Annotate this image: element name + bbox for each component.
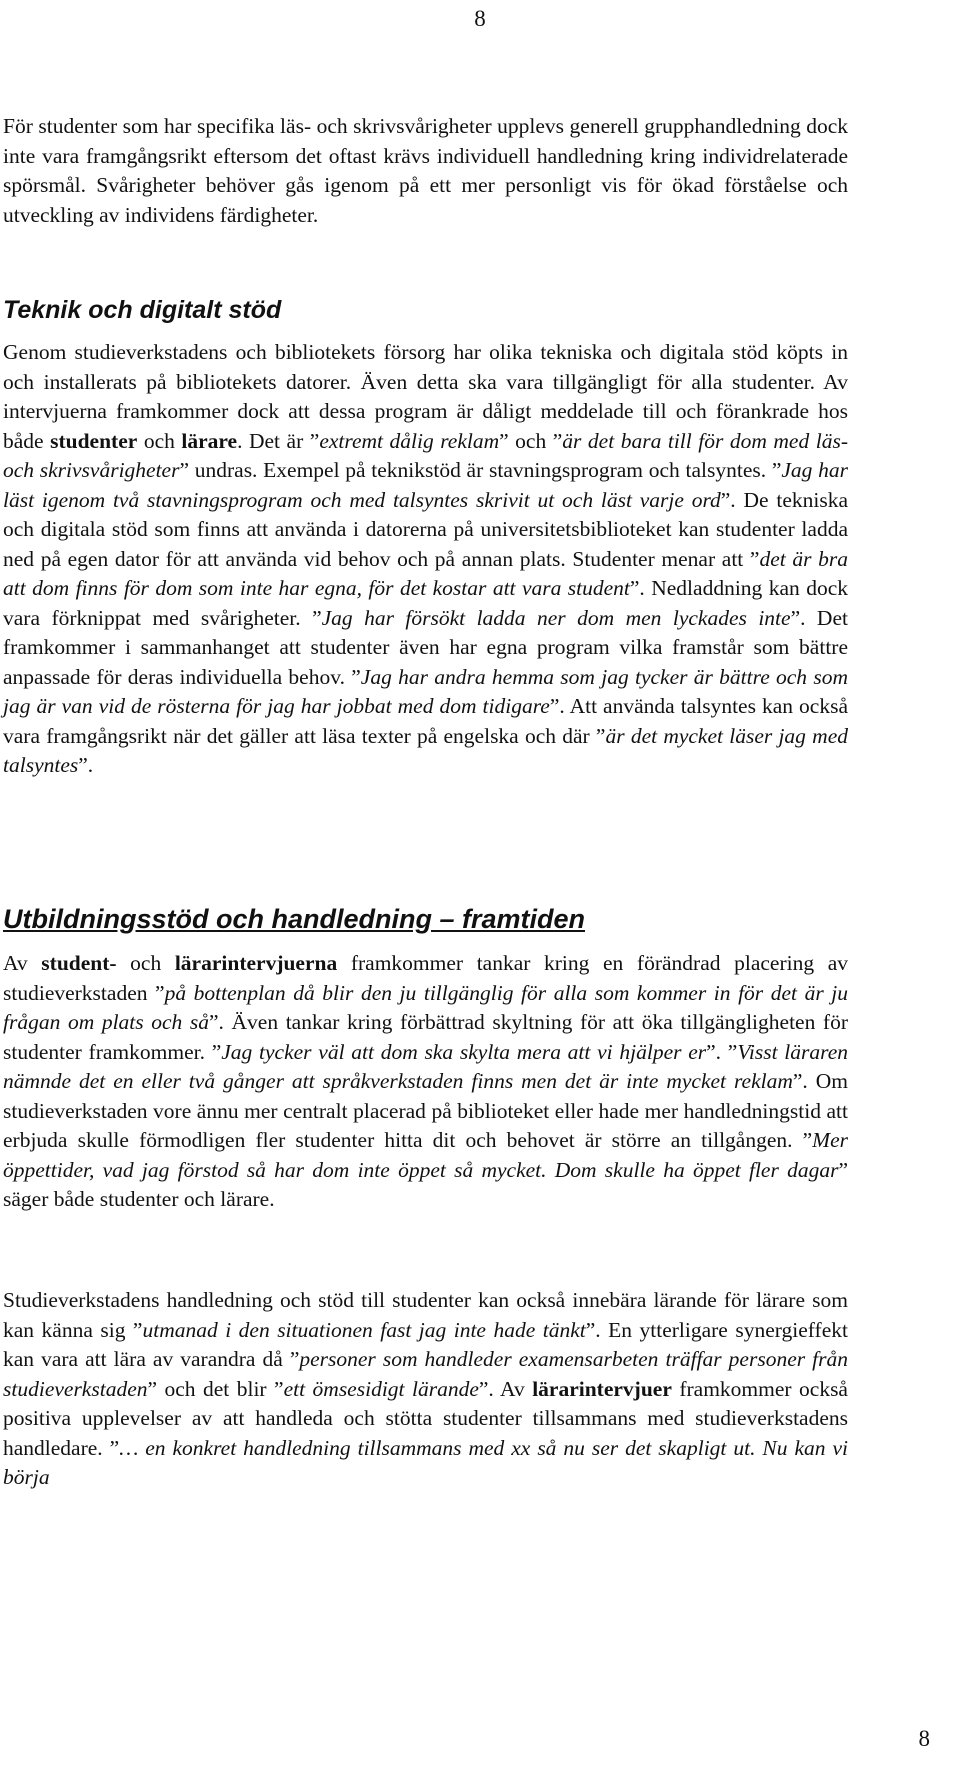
text-run: ” undras. Exempel på teknikstöd är stavningsprogram och talsyntes. ” (179, 458, 782, 482)
bold-text: studenter (50, 428, 138, 453)
text-run: ”. Även tankar kring förbättrad skyltning för att öka tillgängligheten för studenter framkommer. ” (3, 1010, 849, 1064)
paragraph-synergi (3, 1286, 848, 1493)
text-run: Genom studieverkstadens och bibliotekets försorg har olika tekniska och digitala stöd köpts in och installerats på bibliotekets datorer. Även detta ska vara tillgängligt för alla studenter. Av intervjuerna framkommer dock att dessa program är dåligt meddelade till och förankrade hos både (3, 340, 848, 453)
text-run: ”. Att använda talsyntes kan också vara framgångsrikt när det gäller att läsa texter på engelska och där ” (3, 694, 848, 748)
text-run: ”. Av (478, 1376, 533, 1401)
text-run: framkommer också positiva upplevelser av att handleda och stötta studenter tillsammans med studieverkstadens handledare. ” (3, 1376, 848, 1460)
text-run: ”. Nedladdning kan dock vara förknippat med svårigheter. ” (3, 576, 848, 630)
paragraph-intro (3, 112, 848, 230)
quote-text: är det bara till för dom med läs- och skrivsvårigheter (3, 428, 848, 482)
text-run: ”. Det framkommer i sammanhanget att studenter även har egna program vilka framstår som bättre anpassade för deras individuella behov. ” (3, 605, 848, 689)
quote-text: det är bra att dom finns för dom som inte har egna, för det kostar att vara student (3, 546, 848, 600)
text-run: Av (3, 951, 42, 975)
quote-text: utmanad i den situationen fast jag inte hade tänkt (142, 1317, 586, 1342)
quote-text: … en konkret handledning tillsammans med xx så nu ser det skapligt ut. Nu kan vi börja (3, 1435, 848, 1489)
paragraph-teknik (3, 338, 848, 781)
text-run: Studieverkstadens handledning och stöd till studenter kan också innebära lärande för lärare som kan känna sig ” (3, 1288, 848, 1342)
text-run: ”. En ytterligare synergieffekt kan vara att lära av varandra då ” (3, 1317, 848, 1371)
bold-text: lärarintervjuer (532, 1376, 672, 1401)
quote-text: extremt dålig reklam (319, 428, 500, 453)
text-run: ”. De tekniska och digitala stöd som finns att använda i datorerna på universitetsbiblioteket kan studenter ladda ned på egen dator för att använda vid behov och på annan plats. Studenter menar att ” (3, 487, 848, 571)
bold-text: lärarintervjuerna (174, 951, 338, 975)
section-heading-framtiden: Utbildningsstöd och handledning – framtiden (3, 904, 585, 934)
text-run: . Det är ” (237, 428, 320, 453)
text-run: ”. Om studieverkstaden vore ännu mer centralt placerad på biblioteket eller hade mer handledningstid att erbjuda skulle förmodligen fler studenter hitta dit och behovet är större an tillgången. ” (3, 1069, 849, 1152)
quote-text: Jag har försökt ladda ner dom men lyckades inte (321, 605, 791, 630)
text-run: framkommer tankar kring en förändrad placering av studieverkstaden ” (3, 951, 848, 1005)
page-number-top: 8 (474, 6, 486, 31)
paragraph-framtiden (3, 949, 848, 1215)
quote-text: Jag har läst igenom två stavningsprogram och med talsyntes skrivit ut och läst varje ord (3, 458, 848, 512)
text-run: ”. ” (706, 1039, 738, 1064)
quote-text: Visst läraren nämnde det en eller två gånger att språkverkstaden finns men det är inte mycket reklam (3, 1039, 848, 1093)
section-heading-teknik: Teknik och digitalt stöd (3, 296, 282, 324)
text-run: ” och ” (499, 428, 563, 453)
quote-text: personer som handleder examensarbeten träffar personer från studieverkstaden (3, 1347, 848, 1401)
text-run: ” och det blir ” (147, 1376, 284, 1401)
bold-text: lärare (181, 428, 238, 453)
text-run: För studenter som har specifika läs- och skrivsvårigheter upplevs generell grupphandledning dock inte vara framgångsrikt eftersom det oftast krävs individuell handledning kring individrelaterade spörsmål. Svårigheter behöver gås igenom på ett mer personligt vis för ökad förståelse och utveckling av individens färdigheter. (3, 114, 848, 227)
quote-text: ett ömsesidigt lärande (283, 1376, 479, 1401)
bold-text: student- (41, 951, 117, 975)
text-run: och (137, 428, 182, 453)
text-run: ” säger både studenter och lärare. (3, 1157, 848, 1211)
quote-text: Mer öppettider, vad jag förstod så har dom inte öppet så mycket. Dom skulle ha öppet fler dagar (3, 1128, 848, 1182)
quote-text: på bottenplan då blir den ju tillgänglig för alla som kommer in för det är ju frågan om plats och så (3, 980, 848, 1034)
quote-text: är det mycket läser jag med talsyntes (3, 723, 848, 777)
quote-text: Jag tycker väl att dom ska skylta mera att vi hjälper er (221, 1039, 707, 1064)
page-number-bottom: 8 (918, 1726, 930, 1751)
text-run: och (116, 951, 175, 975)
quote-text: Jag har andra hemma som jag tycker är bättre och som jag är van vid de rösterna för jag har jobbat med dom tidigare (3, 664, 848, 718)
text-run: ”. (78, 753, 94, 777)
